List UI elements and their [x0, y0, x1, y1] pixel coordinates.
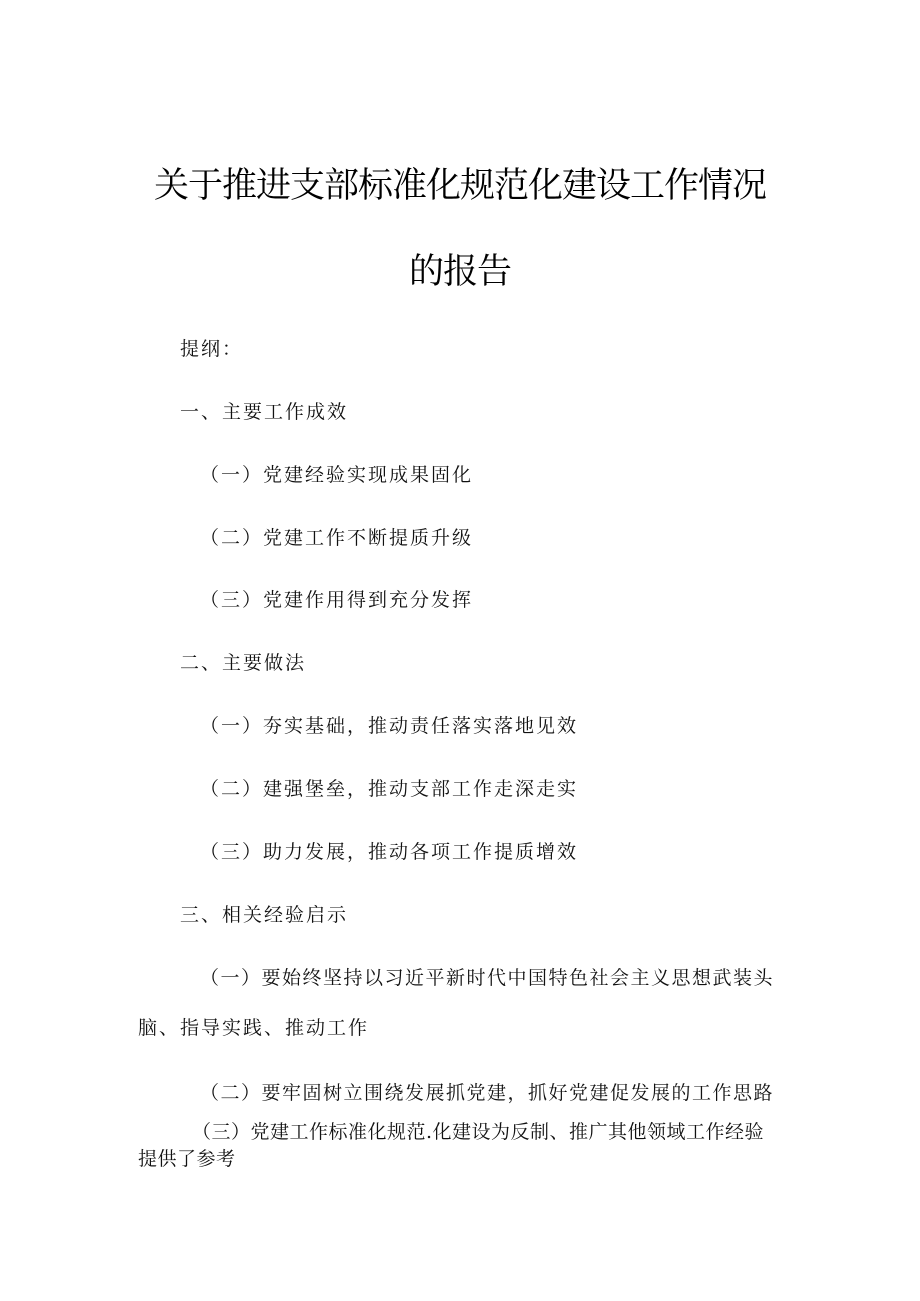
section-2-heading: 二、主要做法	[180, 652, 307, 674]
section-2-item-2: （二）建强堡垒，推动支部工作走深走实	[200, 778, 579, 800]
report-title-line-2: 的报告	[408, 252, 511, 292]
section-2-item-3: （三）助力发展，推动各项工作提质增效	[200, 841, 579, 863]
section-1-item-1: （一）党建经验实现成果固化	[200, 464, 474, 486]
section-3-item-1-line-1: （一）要始终坚持以习近平新时代中国特色社会主义思想武装头	[200, 967, 775, 989]
section-1-item-2: （二）党建工作不断提质升级	[200, 527, 474, 549]
section-3-item-1-line-2: 脑、指导实践、推动工作	[138, 1017, 370, 1039]
section-1-heading: 一、主要工作成效	[180, 401, 349, 423]
section-3-item-3-line-1: （三）党建工作标准化规范.化建设为反制、推广其他领域工作经验	[192, 1121, 765, 1143]
section-3-item-2: （二）要牢固树立围绕发展抓党建，抓好党建促发展的工作思路	[200, 1082, 775, 1104]
section-3-item-3-line-2: 提供了参考	[138, 1148, 236, 1170]
section-1-item-3: （三）党建作用得到充分发挥	[200, 589, 474, 611]
section-3-heading: 三、相关经验启示	[180, 904, 349, 926]
section-2-item-1: （一）夯实基础，推动责任落实落地见效	[200, 715, 579, 737]
report-title-line-1: 关于推进支部标准化规范化建设工作情况	[153, 166, 766, 206]
outline-label: 提纲：	[180, 338, 244, 360]
